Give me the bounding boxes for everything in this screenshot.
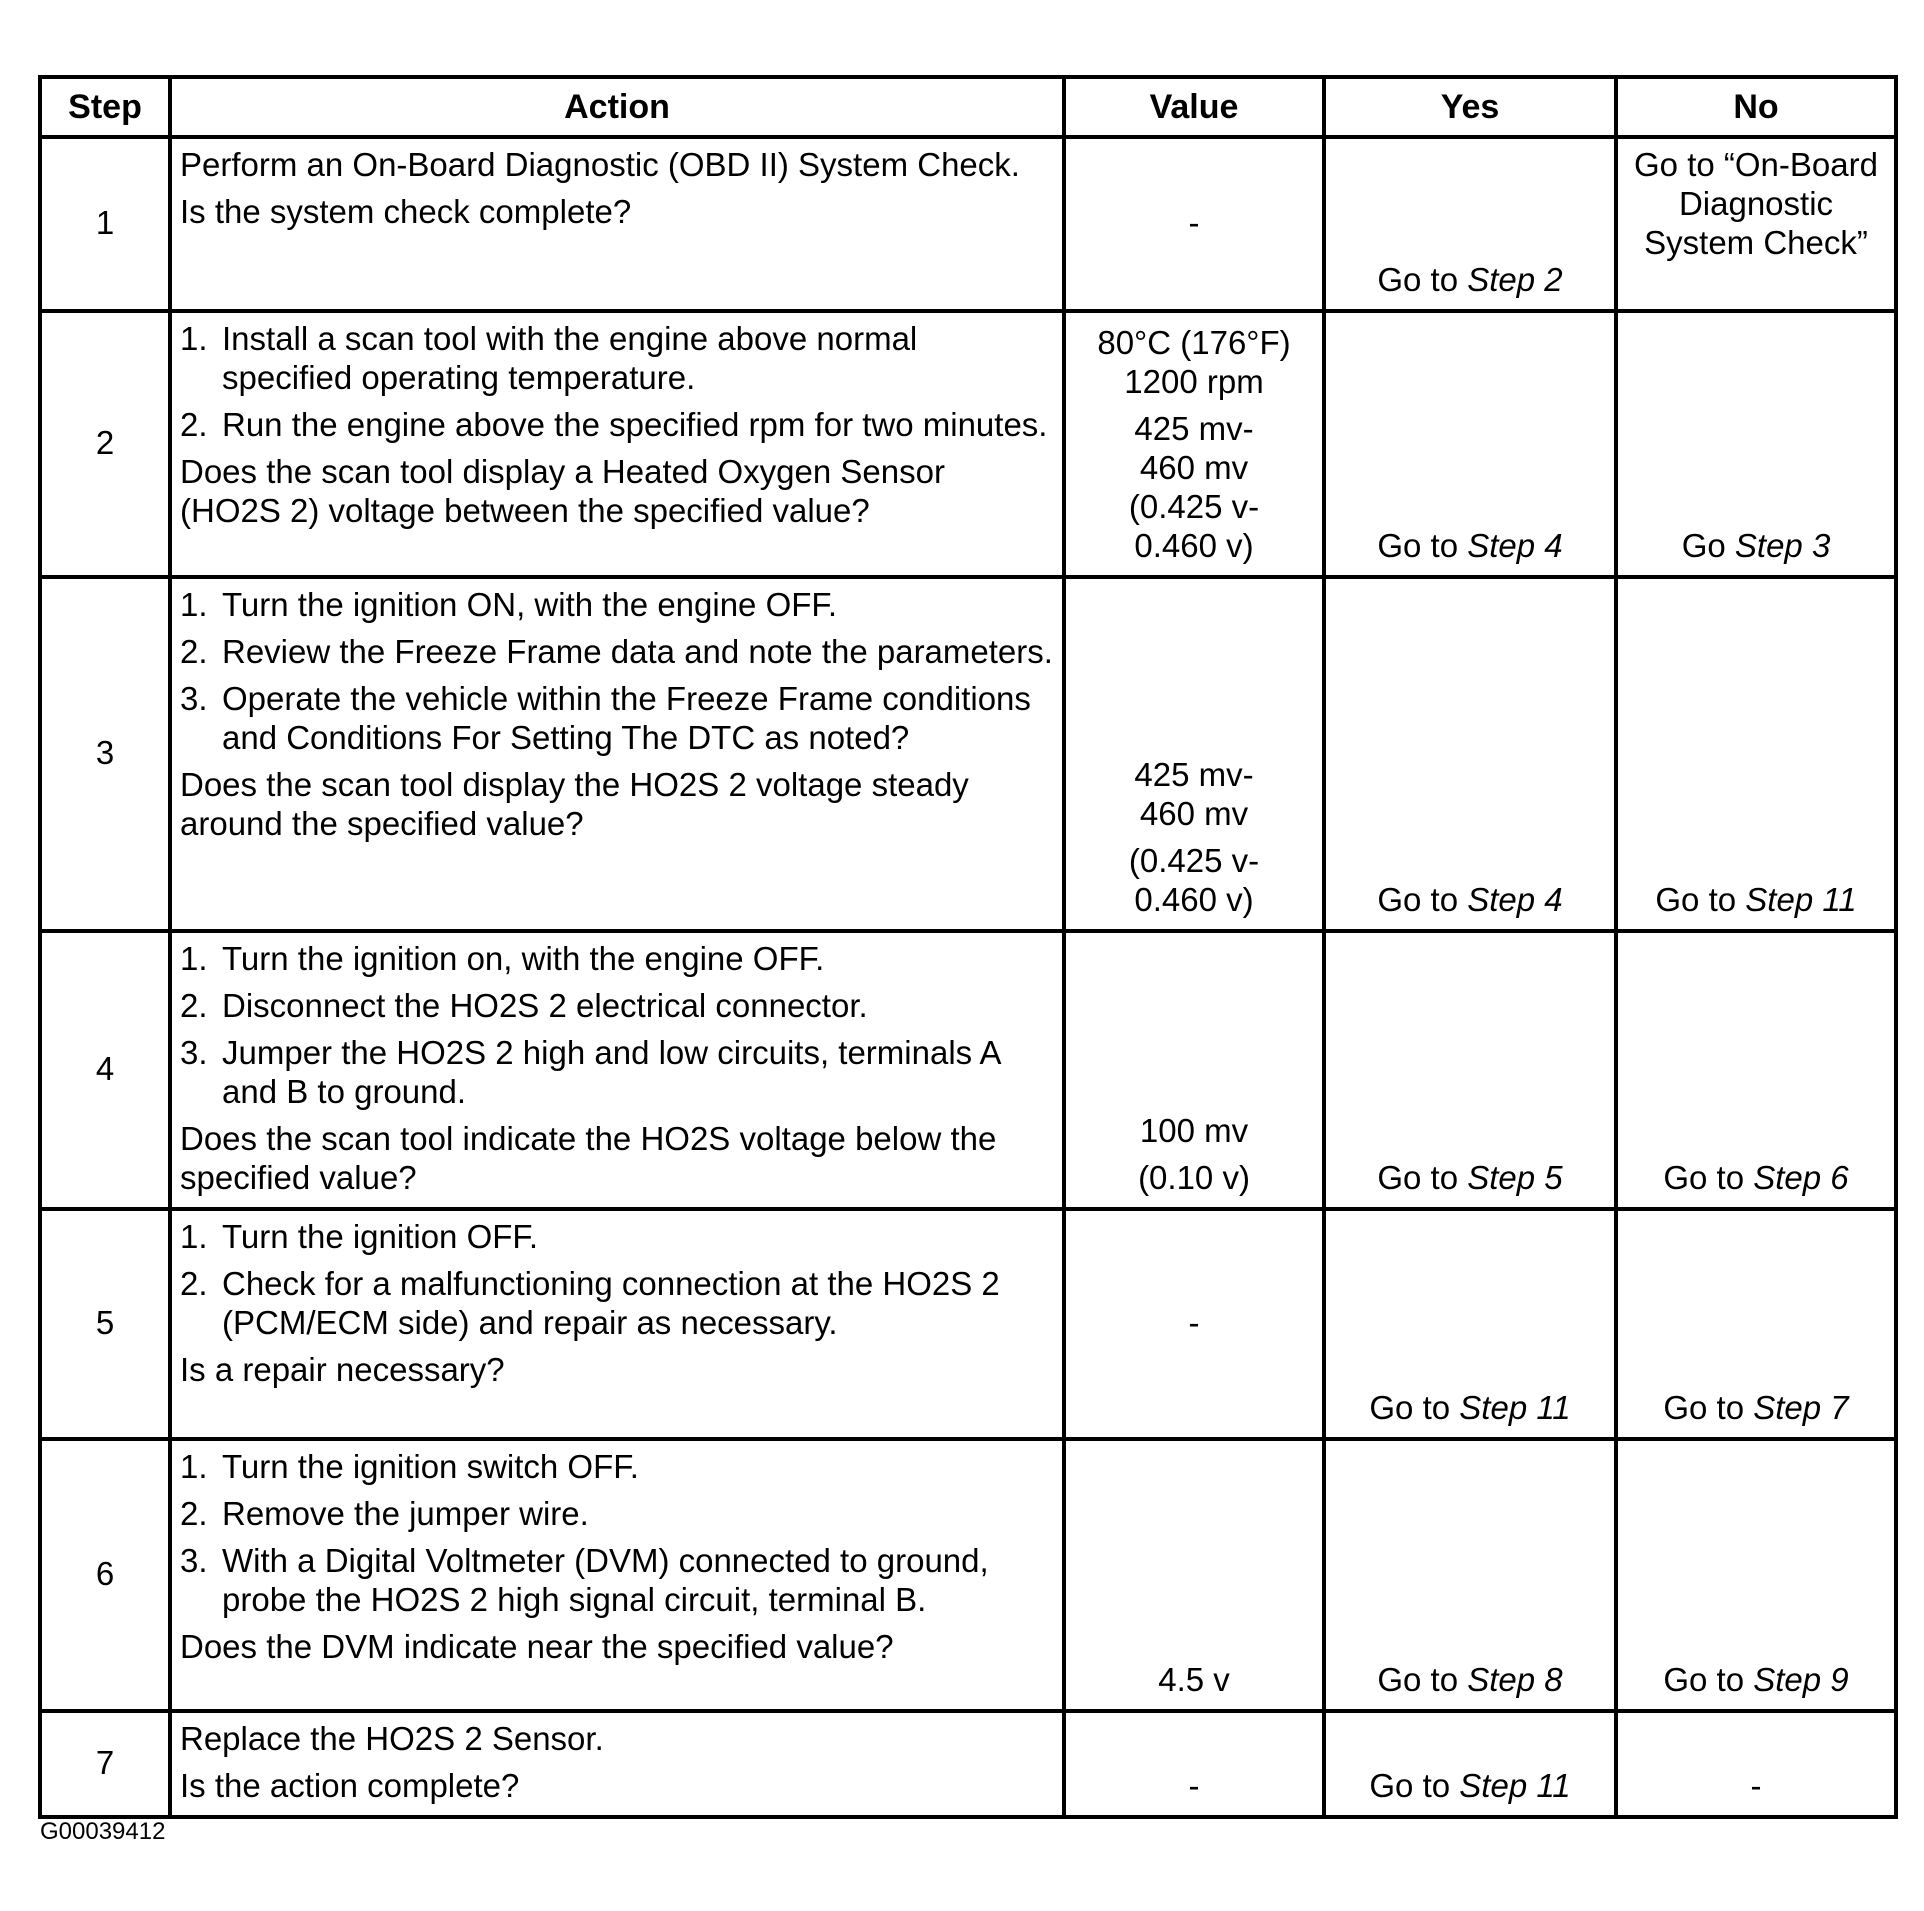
header-value: Value: [1064, 77, 1324, 137]
value-cell: -: [1064, 1711, 1324, 1817]
value-line: (0.425 v-: [1128, 842, 1260, 879]
header-step: Step: [40, 77, 170, 137]
action-intro: Perform an On-Board Diagnostic (OBD II) System Check.: [180, 146, 1020, 183]
no-prefix: Go to: [1663, 1389, 1754, 1426]
table-row: [40, 1209, 1896, 1439]
no-cell: [1616, 137, 1896, 311]
list-item-text: Check for a malfunctioning connection at the HO2S 2 (PCM/ECM side) and repair as necessary.: [222, 1265, 1000, 1341]
no-text: Go to “On-Board Diagnostic System Check”: [1634, 146, 1878, 261]
header-row: [40, 77, 1896, 137]
yes-cell: [1324, 931, 1616, 1209]
no-text: -: [1750, 1767, 1762, 1804]
list-item-number: 1.: [180, 1218, 208, 1255]
list-item-text: With a Digital Voltmeter (DVM) connected to ground, probe the HO2S 2 high signal circuit, terminal B.: [222, 1542, 989, 1618]
list-item-text: Turn the ignition on, with the engine OFF.: [222, 940, 825, 977]
list-item-number: 3.: [180, 1542, 208, 1579]
value-line: (0.10 v): [1138, 1159, 1250, 1196]
yes-step-ref: Step 4: [1467, 881, 1563, 918]
list-item-text: Run the engine above the specified rpm for two minutes.: [222, 406, 1048, 443]
list-item-number: 2.: [180, 633, 208, 670]
value-cell: -: [1064, 1209, 1324, 1439]
step-number: 4: [40, 931, 170, 1209]
action-cell: [170, 311, 1064, 577]
list-item-number: 2.: [180, 987, 208, 1024]
table-row: [40, 577, 1896, 931]
action-list-item: [180, 1447, 1054, 1486]
yes-prefix: Go to: [1377, 261, 1468, 298]
list-item-text: Disconnect the HO2S 2 electrical connector.: [222, 987, 868, 1024]
action-list-item: [180, 632, 1054, 671]
value-line: 460 mv: [1139, 449, 1249, 486]
action-cell: [170, 1711, 1064, 1817]
yes-step-ref: Step 8: [1467, 1661, 1563, 1698]
step-number: 7: [40, 1711, 170, 1817]
list-item-text: Install a scan tool with the engine above normal specified operating temperature.: [222, 320, 918, 396]
no-cell: [1616, 311, 1896, 577]
no-cell: [1616, 931, 1896, 1209]
yes-prefix: Go to: [1377, 1661, 1468, 1698]
value-cell: 4.5 v: [1064, 1439, 1324, 1711]
list-item-number: 3.: [180, 1034, 208, 1071]
yes-cell: [1324, 1209, 1616, 1439]
action-cell: [170, 137, 1064, 311]
action-cell: [170, 1209, 1064, 1439]
no-cell: [1616, 1209, 1896, 1439]
list-item-text: Turn the ignition ON, with the engine OFF.: [222, 586, 838, 623]
no-cell: [1616, 577, 1896, 931]
step-number: 2: [40, 311, 170, 577]
yes-prefix: Go to: [1369, 1389, 1460, 1426]
no-step-ref: Step 6: [1753, 1159, 1849, 1196]
action-question: Is a repair necessary?: [180, 1351, 505, 1388]
value-cell: [1064, 577, 1324, 931]
action-list-item: [180, 1264, 1054, 1342]
value-cell: [1064, 311, 1324, 577]
step-number: 1: [40, 137, 170, 311]
yes-prefix: Go to: [1369, 1767, 1460, 1804]
yes-prefix: Go to: [1377, 1159, 1468, 1196]
action-list-item: [180, 319, 1054, 397]
table-row: [40, 1711, 1896, 1817]
list-item-text: Jumper the HO2S 2 high and low circuits, terminals A and B to ground.: [222, 1034, 1000, 1110]
list-item-text: Turn the ignition switch OFF.: [222, 1448, 639, 1485]
no-step-ref: Step 7: [1753, 1389, 1849, 1426]
figure-id: G00039412: [40, 1818, 166, 1845]
list-item-number: 2.: [180, 406, 208, 443]
step-number: 3: [40, 577, 170, 931]
no-step-ref: Step 11: [1745, 881, 1857, 918]
table-row: [40, 1439, 1896, 1711]
list-item-number: 2.: [180, 1495, 208, 1532]
action-question: Is the system check complete?: [180, 193, 632, 230]
list-item-number: 1.: [180, 940, 208, 977]
yes-step-ref: Step 11: [1459, 1767, 1571, 1804]
no-step-ref: Step 9: [1753, 1661, 1849, 1698]
value-line: 425 mv-: [1134, 756, 1254, 793]
action-question: Is the action complete?: [180, 1767, 520, 1804]
action-cell: [170, 931, 1064, 1209]
value-line: 80°C (176°F): [1097, 324, 1291, 361]
yes-cell: [1324, 577, 1616, 931]
list-item-text: Remove the jumper wire.: [222, 1495, 589, 1532]
yes-step-ref: Step 2: [1467, 261, 1563, 298]
yes-prefix: Go to: [1377, 527, 1468, 564]
action-question: Does the scan tool display the HO2S 2 voltage steady around the specified value?: [180, 766, 969, 842]
action-intro: Replace the HO2S 2 Sensor.: [180, 1720, 604, 1757]
action-list-item: [180, 939, 1054, 978]
value-line: 460 mv: [1139, 795, 1249, 832]
list-item-text: Operate the vehicle within the Freeze Frame conditions and Conditions For Setting The DTC as noted?: [222, 680, 1031, 756]
value-line: 0.460 v): [1134, 881, 1254, 918]
yes-cell: [1324, 1711, 1616, 1817]
action-question: Does the scan tool display a Heated Oxygen Sensor (HO2S 2) voltage between the specified value?: [180, 453, 945, 529]
action-list-item: [180, 1217, 1054, 1256]
no-cell: [1616, 1711, 1896, 1817]
table-row: [40, 931, 1896, 1209]
yes-step-ref: Step 4: [1467, 527, 1563, 564]
action-list-item: [180, 405, 1054, 444]
no-prefix: Go to: [1663, 1661, 1754, 1698]
yes-cell: [1324, 311, 1616, 577]
list-item-number: 1.: [180, 1448, 208, 1485]
step-number: 5: [40, 1209, 170, 1439]
yes-prefix: Go to: [1377, 881, 1468, 918]
value-line: (0.425 v-: [1128, 488, 1260, 525]
action-list-item: [180, 1541, 1054, 1619]
table-row: [40, 137, 1896, 311]
list-item-number: 1.: [180, 586, 208, 623]
yes-cell: [1324, 1439, 1616, 1711]
value-line: 425 mv-: [1134, 410, 1254, 447]
list-item-number: 1.: [180, 320, 208, 357]
diagnostic-table: [38, 75, 1898, 1819]
value-cell: [1064, 931, 1324, 1209]
yes-step-ref: Step 5: [1467, 1159, 1563, 1196]
header-action: Action: [170, 77, 1064, 137]
action-cell: [170, 1439, 1064, 1711]
step-number: 6: [40, 1439, 170, 1711]
no-prefix: Go to: [1663, 1159, 1754, 1196]
list-item-number: 2.: [180, 1265, 208, 1302]
action-list-item: [180, 986, 1054, 1025]
no-prefix: Go to: [1655, 881, 1746, 918]
yes-step-ref: Step 11: [1459, 1389, 1571, 1426]
header-yes: Yes: [1324, 77, 1616, 137]
action-question: Does the DVM indicate near the specified value?: [180, 1628, 894, 1665]
table-row: [40, 311, 1896, 577]
no-step-ref: Step 3: [1734, 527, 1831, 564]
value-cell: -: [1064, 137, 1324, 311]
no-prefix: Go: [1681, 527, 1735, 564]
yes-cell: [1324, 137, 1616, 311]
no-cell: [1616, 1439, 1896, 1711]
value-line: 0.460 v): [1134, 527, 1254, 564]
value-line: 100 mv: [1139, 1112, 1249, 1149]
action-cell: [170, 577, 1064, 931]
value-line: 1200 rpm: [1124, 363, 1264, 400]
list-item-number: 3.: [180, 680, 208, 717]
action-list-item: [180, 585, 1054, 624]
header-no: No: [1616, 77, 1896, 137]
action-list-item: [180, 1494, 1054, 1533]
action-list-item: [180, 679, 1054, 757]
action-question: Does the scan tool indicate the HO2S voltage below the specified value?: [180, 1120, 997, 1196]
list-item-text: Review the Freeze Frame data and note the parameters.: [222, 633, 1053, 670]
list-item-text: Turn the ignition OFF.: [222, 1218, 539, 1255]
action-list-item: [180, 1033, 1054, 1111]
